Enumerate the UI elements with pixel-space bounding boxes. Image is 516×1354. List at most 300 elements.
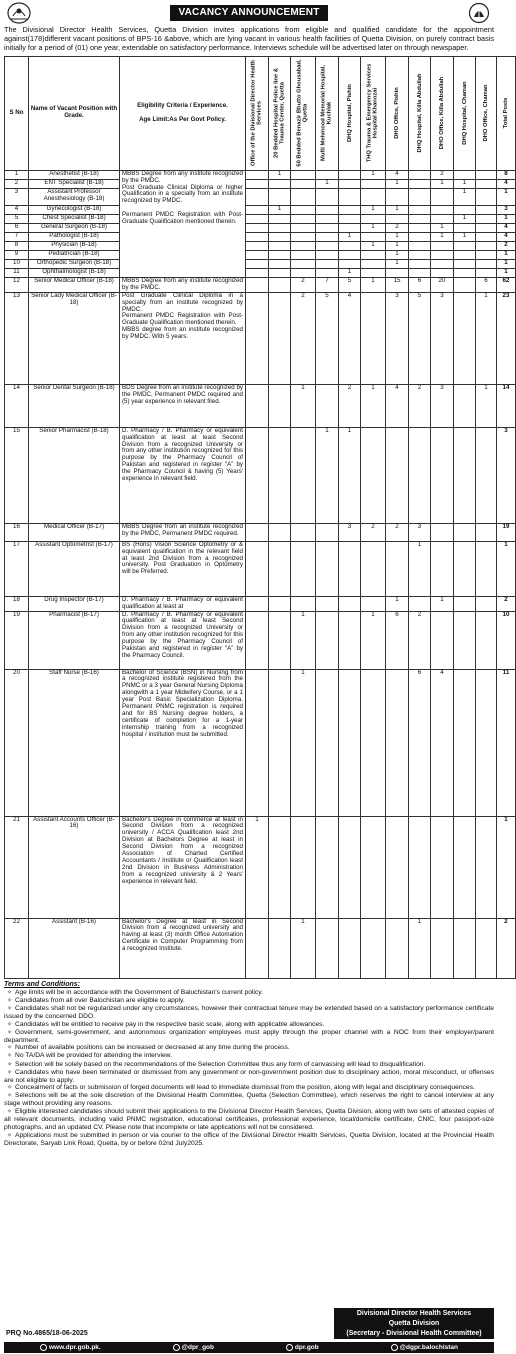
header-col: DHO Office, Killa Abdullah: [431, 56, 454, 170]
vacancy-table: [4, 56, 516, 979]
row-total-posts: 4: [497, 232, 516, 241]
row-position-name: Medical Officer (B-17): [29, 523, 120, 541]
row-post-count: [269, 223, 291, 232]
row-post-count: [409, 205, 431, 214]
row-post-count: 1: [476, 384, 497, 427]
row-post-count: [316, 918, 339, 978]
row-post-count: [246, 523, 269, 541]
row-post-count: 1: [431, 179, 454, 188]
row-sno: 17: [5, 541, 29, 596]
term-item: [4, 1005, 494, 1021]
row-position-name: Senior Dental Surgeon (B-18): [29, 384, 120, 427]
row-post-count: [339, 179, 361, 188]
row-post-count: [476, 427, 497, 523]
row-post-count: 3: [339, 523, 361, 541]
term-item: [4, 1092, 494, 1108]
row-post-count: 6: [409, 277, 431, 292]
row-post-count: 1: [431, 223, 454, 232]
row-post-count: [246, 214, 269, 223]
row-post-count: [316, 214, 339, 223]
term-text: Selections will be at the sole discretion of the Divisional Health Committee, Quetta (Selection Committee), which reserves the right to cancel interview at any stage without providing any reasons.: [4, 1092, 494, 1108]
row-post-count: [291, 223, 316, 232]
table-row: [5, 816, 516, 918]
row-post-count: 15: [386, 277, 409, 292]
header-col: 50 Bedded Benazir Bhutto Ghousabad, Quetta: [291, 56, 316, 170]
terms-title: Terms and Conditions:: [4, 980, 80, 988]
row-post-count: [431, 541, 454, 596]
row-post-count: [476, 232, 497, 241]
row-total-posts: 3: [497, 205, 516, 214]
row-post-count: [269, 611, 291, 669]
row-post-count: 1: [316, 427, 339, 523]
row-post-count: [386, 268, 409, 277]
row-post-count: 1: [361, 205, 386, 214]
table-row: [5, 611, 516, 669]
row-post-count: [476, 250, 497, 259]
row-position-name: Gynecologist (B-18): [29, 205, 120, 214]
term-text: Eligible interested candidates should submit their applications to the Divisional Director Health Services, Quetta Division, along with two sets of attested copies of all relevant documents, including valid PNMC registration, educational certificates, professional experience, local/domicile certificate, CNIC, four passport-size photographs, and an updated CV. Please note that incomplete or late applications will not be considered.: [4, 1108, 494, 1132]
term-item: [4, 1061, 494, 1069]
row-sno: 18: [5, 596, 29, 611]
row-post-count: [269, 918, 291, 978]
row-post-count: [316, 611, 339, 669]
row-post-count: [476, 596, 497, 611]
row-post-count: [454, 277, 476, 292]
facebook-link[interactable]: @dgpr.balochistan: [391, 1344, 458, 1352]
row-post-count: [246, 241, 269, 250]
row-post-count: [269, 250, 291, 259]
row-post-count: [476, 241, 497, 250]
page-title: VACANCY ANNOUNCEMENT: [170, 5, 328, 21]
row-post-count: [476, 259, 497, 268]
row-total-posts: 1: [497, 250, 516, 259]
row-post-count: [454, 259, 476, 268]
row-total-posts: 1: [497, 259, 516, 268]
row-eligibility-criteria: Bachelor of Science (BSN) in Nursing from a recognized institute registered from the PNMC or a 3 year General Nursing Diploma alongwith a 1 year Midwifery Course, or a 1 year Post Basic Specialization Diploma. Permanent PNMC registration is required and for BS Nursing degree holders, a certificate of completion for a 1-year internship training from a recognized hospital / institution must be submitted.: [120, 669, 246, 816]
row-post-count: [246, 277, 269, 292]
row-post-count: [269, 277, 291, 292]
row-post-count: [269, 232, 291, 241]
row-post-count: [291, 241, 316, 250]
row-post-count: [361, 179, 386, 188]
diamond-bullet-icon: ✧: [6, 989, 13, 996]
term-text: Age limits will be in accordance with the Government of Baluchistan's current policy.: [15, 988, 263, 996]
row-total-posts: 14: [497, 384, 516, 427]
row-post-count: [476, 541, 497, 596]
row-post-count: [409, 596, 431, 611]
row-total-posts: 19: [497, 523, 516, 541]
row-post-count: [339, 205, 361, 214]
row-position-name: Pediatrician (B-18): [29, 250, 120, 259]
row-sno: 1: [5, 170, 29, 179]
row-post-count: [431, 188, 454, 205]
row-sno: 22: [5, 918, 29, 978]
table-row: [5, 223, 516, 232]
row-post-count: [386, 427, 409, 523]
signature-block: [334, 1308, 494, 1339]
row-post-count: 1: [339, 232, 361, 241]
row-post-count: 5: [316, 292, 339, 384]
diamond-bullet-icon: ✧: [6, 1005, 13, 1012]
row-post-count: [386, 669, 409, 816]
row-post-count: 6: [476, 277, 497, 292]
row-post-count: [269, 268, 291, 277]
row-post-count: 3: [386, 292, 409, 384]
header-col: DHO Office, Pishin: [386, 56, 409, 170]
table-row: [5, 918, 516, 978]
row-post-count: 2: [409, 384, 431, 427]
row-post-count: [409, 259, 431, 268]
row-position-name: Physician (B-18): [29, 241, 120, 250]
row-post-count: 2: [339, 384, 361, 427]
row-post-count: 2: [431, 170, 454, 179]
header-col: DHQ Hospital, Chaman: [454, 56, 476, 170]
header-col: THQ Trauma & Emergency Services Hospital Khanozai: [361, 56, 386, 170]
row-post-count: [409, 214, 431, 223]
table-row: [5, 523, 516, 541]
row-post-count: 1: [291, 918, 316, 978]
row-total-posts: 2: [497, 918, 516, 978]
terms-section: [4, 981, 494, 1148]
row-post-count: [246, 188, 269, 205]
row-post-count: [339, 223, 361, 232]
row-post-count: 1: [386, 205, 409, 214]
term-item: [4, 997, 494, 1005]
row-post-count: [291, 541, 316, 596]
row-post-count: [386, 214, 409, 223]
row-total-posts: 1: [497, 541, 516, 596]
header-sno: S No: [5, 56, 29, 170]
row-post-count: [291, 250, 316, 259]
row-post-count: [361, 816, 386, 918]
row-post-count: [246, 179, 269, 188]
row-total-posts: 1: [497, 188, 516, 205]
header-col: Mufti Mehmood Memorial Hospital, Kuchlak: [316, 56, 339, 170]
diamond-bullet-icon: ✧: [6, 1029, 13, 1036]
row-sno: 16: [5, 523, 29, 541]
row-post-count: [291, 232, 316, 241]
row-post-count: [246, 596, 269, 611]
row-sno: 15: [5, 427, 29, 523]
row-post-count: [431, 918, 454, 978]
table-row: [5, 188, 516, 205]
row-post-count: [246, 918, 269, 978]
row-post-count: [246, 170, 269, 179]
row-post-count: 2: [409, 611, 431, 669]
instagram-icon: [286, 1344, 293, 1351]
row-post-count: [339, 170, 361, 179]
row-post-count: 1: [409, 541, 431, 596]
table-row: [5, 596, 516, 611]
row-post-count: 6: [409, 669, 431, 816]
row-post-count: 7: [316, 277, 339, 292]
row-post-count: [431, 816, 454, 918]
row-total-posts: 1: [497, 816, 516, 918]
row-post-count: 4: [431, 669, 454, 816]
row-post-count: [246, 223, 269, 232]
row-post-count: 5: [409, 292, 431, 384]
row-eligibility-criteria: Bachelor's Degree at least in Second Division from a recognized university and having at least (3) month Office Automation Certificate in Computer Programming from a recognized Institute.: [120, 918, 246, 978]
row-post-count: [476, 205, 497, 214]
table-row: [5, 214, 516, 223]
row-post-count: [431, 259, 454, 268]
row-post-count: [454, 611, 476, 669]
diamond-bullet-icon: ✧: [6, 1021, 13, 1028]
term-item: [4, 1052, 494, 1060]
row-position-name: Chest Specialist (B-18): [29, 214, 120, 223]
row-post-count: [291, 816, 316, 918]
row-post-count: 4: [386, 170, 409, 179]
header-col: DHO Office, Chaman: [476, 56, 497, 170]
advertisement-page: [4, 2, 510, 1352]
row-post-count: [269, 523, 291, 541]
row-post-count: 4: [386, 384, 409, 427]
row-post-count: [431, 611, 454, 669]
table-row: [5, 427, 516, 523]
instagram-link[interactable]: dpr.gob: [286, 1344, 319, 1352]
row-post-count: [361, 232, 386, 241]
row-post-count: 1: [386, 232, 409, 241]
term-text: Candidates shall not be regularized under any circumstances, however their contractual tenure may be extended based on a satisfactory performance certificate issued by the concerned DDO.: [4, 1004, 494, 1020]
term-text: Candidates who have been terminated or dismissed from any government or non-government position due to disciplinary action, moral misconduct, or offenses are not eligible to apply.: [4, 1068, 494, 1084]
row-post-count: [409, 427, 431, 523]
row-post-count: [454, 816, 476, 918]
row-post-count: [454, 292, 476, 384]
row-post-count: [476, 170, 497, 179]
row-post-count: [409, 223, 431, 232]
row-post-count: [409, 250, 431, 259]
row-post-count: [269, 214, 291, 223]
row-post-count: [316, 223, 339, 232]
row-post-count: 1: [386, 259, 409, 268]
row-total-posts: 2: [497, 241, 516, 250]
row-total-posts: 1: [497, 268, 516, 277]
row-post-count: [291, 427, 316, 523]
term-item: [4, 1084, 494, 1092]
row-post-count: 1: [291, 611, 316, 669]
row-post-count: 1: [361, 384, 386, 427]
table-body: [5, 170, 516, 978]
term-item: [4, 1132, 494, 1148]
row-post-count: 1: [431, 596, 454, 611]
row-position-name: Assistant Professor Anesthesiology (B-18): [29, 188, 120, 205]
table-row: [5, 541, 516, 596]
row-position-name: Ophthalmologist (B-18): [29, 268, 120, 277]
row-post-count: [339, 918, 361, 978]
term-item: [4, 1029, 494, 1045]
row-post-count: [361, 292, 386, 384]
row-position-name: Anesthetist (B-18): [29, 170, 120, 179]
term-item: [4, 1069, 494, 1085]
row-post-count: [386, 541, 409, 596]
row-post-count: [476, 918, 497, 978]
row-position-name: Orthopedic Surgeon (B-18): [29, 259, 120, 268]
signature-line: Divisional Director Health Services: [356, 1310, 472, 1317]
term-text: Applications must be submitted in person or via courier to the office of the Divisional Director Health Services, Quetta Division, located at the Provincial Health Directorate, Saryab Link Road, Quetta, by or before 02nd July2025.: [4, 1131, 494, 1147]
row-post-count: [454, 541, 476, 596]
row-post-count: [291, 170, 316, 179]
row-position-name: Senior Medical Officer (B-18): [29, 277, 120, 292]
table-row: [5, 205, 516, 214]
table-row: [5, 232, 516, 241]
row-post-count: [316, 232, 339, 241]
table-row: [5, 268, 516, 277]
row-post-count: 3: [431, 384, 454, 427]
row-post-count: [269, 541, 291, 596]
row-post-count: 1: [269, 205, 291, 214]
row-post-count: [476, 223, 497, 232]
row-post-count: 1: [339, 427, 361, 523]
row-sno: 20: [5, 669, 29, 816]
term-text: Candidates from all over Balochistan are eligible to apply.: [15, 996, 185, 1004]
table-row: [5, 669, 516, 816]
twitter-link[interactable]: @dpr_gob: [173, 1344, 214, 1352]
website-link[interactable]: www.dpr.gob.pk.: [40, 1344, 101, 1352]
row-post-count: [339, 241, 361, 250]
row-post-count: [361, 918, 386, 978]
row-post-count: [431, 250, 454, 259]
header-eligibility: Eligibility Criteria / Experience. Age Limit:As Per Govt Policy.: [120, 56, 246, 170]
row-sno: 19: [5, 611, 29, 669]
row-post-count: [291, 259, 316, 268]
row-post-count: [291, 214, 316, 223]
table-row: [5, 179, 516, 188]
row-post-count: 1: [454, 232, 476, 241]
term-text: Selection will be solely based on the recommendations of the Selection Committee thus any form of canvassing will lead to disqualification.: [15, 1060, 426, 1068]
row-post-count: 1: [386, 250, 409, 259]
header-col: 20 Bedded Hospital Police line & Trauma Center, Quetta: [269, 56, 291, 170]
row-post-count: [454, 241, 476, 250]
row-post-count: [339, 214, 361, 223]
row-post-count: [246, 268, 269, 277]
row-post-count: [476, 816, 497, 918]
table-row: [5, 259, 516, 268]
row-post-count: 3: [409, 523, 431, 541]
row-post-count: 4: [339, 292, 361, 384]
row-post-count: 1: [269, 170, 291, 179]
row-post-count: [316, 541, 339, 596]
row-post-count: [339, 669, 361, 816]
footer: [4, 1308, 494, 1352]
row-post-count: [316, 205, 339, 214]
row-sno: 12: [5, 277, 29, 292]
row-post-count: [454, 427, 476, 523]
row-post-count: [409, 170, 431, 179]
row-position-name: Pathologist (B-18): [29, 232, 120, 241]
row-post-count: [339, 259, 361, 268]
row-post-count: 1: [339, 268, 361, 277]
row-post-count: [316, 669, 339, 816]
row-post-count: [246, 259, 269, 268]
row-sno: 8: [5, 241, 29, 250]
row-post-count: [339, 596, 361, 611]
row-position-name: Assistant (B-16): [29, 918, 120, 978]
terms-list: [4, 989, 494, 1148]
row-post-count: [361, 214, 386, 223]
row-total-posts: 2: [497, 596, 516, 611]
term-item: [4, 1044, 494, 1052]
row-post-count: [339, 250, 361, 259]
table-row: [5, 250, 516, 259]
row-post-count: [246, 292, 269, 384]
row-post-count: [291, 179, 316, 188]
row-post-count: 1: [386, 241, 409, 250]
header-col: DHQ Hospital, Pishin: [339, 56, 361, 170]
health-department-emblem-icon: [466, 2, 492, 24]
row-position-name: General Surgeon (B-18): [29, 223, 120, 232]
row-post-count: [246, 232, 269, 241]
row-total-posts: 3: [497, 427, 516, 523]
row-post-count: 1: [386, 596, 409, 611]
row-eligibility-criteria: BS (Hons) Vision Science Optometry or & equivalent qualification in the relevant field at least 2nd Division from a recognized university. Post Graduation in Optometry will be Preferred.: [120, 541, 246, 596]
row-total-posts: 10: [497, 611, 516, 669]
row-post-count: 1: [246, 816, 269, 918]
diamond-bullet-icon: ✧: [6, 1045, 13, 1052]
row-post-count: [269, 427, 291, 523]
row-post-count: 5: [339, 277, 361, 292]
globe-icon: [40, 1344, 47, 1351]
row-sno: 11: [5, 268, 29, 277]
row-eligibility-criteria: BDS Degree from an institute recognized by the PMDC, Permanent PMDC required and (5) year experience in relevant filed.: [120, 384, 246, 427]
row-sno: 13: [5, 292, 29, 384]
term-item: [4, 1021, 494, 1029]
row-post-count: [339, 188, 361, 205]
row-post-count: [316, 596, 339, 611]
row-sno: 5: [5, 214, 29, 223]
row-post-count: 6: [386, 611, 409, 669]
table-row: [5, 384, 516, 427]
row-post-count: [361, 427, 386, 523]
row-sno: 14: [5, 384, 29, 427]
row-post-count: 1: [454, 214, 476, 223]
row-post-count: 2: [291, 277, 316, 292]
row-post-count: [454, 250, 476, 259]
row-total-posts: 8: [497, 170, 516, 179]
row-post-count: 1: [361, 277, 386, 292]
row-post-count: [339, 541, 361, 596]
row-post-count: [476, 523, 497, 541]
row-post-count: 1: [431, 232, 454, 241]
signature-line: (Secretary - Divisional Health Committee): [346, 1330, 482, 1337]
row-sno: 6: [5, 223, 29, 232]
row-post-count: [386, 918, 409, 978]
row-post-count: [246, 541, 269, 596]
row-post-count: [291, 268, 316, 277]
row-post-count: [431, 427, 454, 523]
term-text: Concealment of facts or submission of forged documents will lead to immediate dismissal from the position, along with legal and disciplinary consequences.: [15, 1084, 475, 1092]
twitter-icon: [173, 1344, 180, 1351]
row-post-count: [246, 250, 269, 259]
row-post-count: [409, 188, 431, 205]
row-post-count: [361, 541, 386, 596]
row-total-posts: 4: [497, 179, 516, 188]
row-post-count: [454, 170, 476, 179]
row-post-count: [291, 523, 316, 541]
row-post-count: 1: [291, 669, 316, 816]
row-post-count: [316, 259, 339, 268]
row-post-count: 2: [386, 223, 409, 232]
row-post-count: 1: [291, 384, 316, 427]
row-post-count: [409, 241, 431, 250]
term-item: [4, 1108, 494, 1132]
row-post-count: [409, 816, 431, 918]
header-position-name: Name of Vacant Position with Grade.: [29, 56, 120, 170]
row-post-count: [476, 188, 497, 205]
row-post-count: 1: [361, 611, 386, 669]
row-total-posts: 4: [497, 223, 516, 232]
row-post-count: [246, 611, 269, 669]
row-post-count: [454, 918, 476, 978]
